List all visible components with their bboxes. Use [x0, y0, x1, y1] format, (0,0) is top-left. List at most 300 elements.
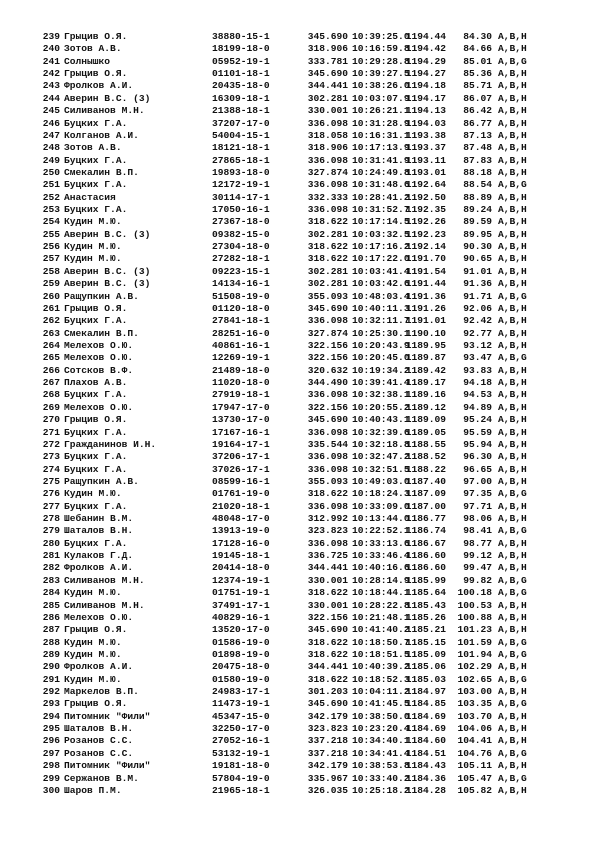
place-number: 276	[42, 488, 60, 500]
arrival-time: 10:34:40.1	[352, 735, 410, 747]
arrival-time: 10:22:52.1	[352, 525, 410, 537]
ring-number: 01751-19-1	[212, 587, 270, 599]
speed: 1185.15	[405, 636, 446, 648]
ring-number: 09223-15-1	[212, 265, 270, 277]
distance: 312.992	[307, 513, 348, 525]
place-number: 297	[42, 747, 60, 759]
speed: 1184.85	[405, 698, 446, 710]
speed: 1184.51	[405, 747, 446, 759]
arrival-time: 10:32:47.2	[352, 451, 410, 463]
coefficient: 87.13	[463, 129, 492, 141]
distance: 323.823	[307, 525, 348, 537]
speed: 1189.09	[405, 414, 446, 426]
coefficient: 102.65	[457, 673, 492, 685]
distance: 318.622	[307, 216, 348, 228]
coefficient: 105.82	[457, 784, 492, 796]
coefficient: 104.06	[457, 723, 492, 735]
coefficient: 96.65	[463, 463, 492, 475]
place-number: 252	[42, 191, 60, 203]
owner-name: Питомник "Фили"	[64, 760, 151, 772]
place-number: 271	[42, 426, 60, 438]
category-flags: A,B,H	[498, 265, 527, 277]
category-flags: A,B,G	[498, 179, 527, 191]
distance: 345.690	[307, 302, 348, 314]
owner-name: Силиванов М.Н.	[64, 599, 145, 611]
ring-number: 30114-17-1	[212, 191, 270, 203]
category-flags: A,B,G	[498, 772, 527, 784]
place-number: 251	[42, 179, 60, 191]
coefficient: 94.53	[463, 389, 492, 401]
place-number: 296	[42, 735, 60, 747]
ring-number: 38880-15-1	[212, 31, 270, 42]
ring-number: 27865-18-1	[212, 154, 270, 166]
category-flags: A,B,H	[498, 278, 527, 290]
speed: 1185.64	[405, 587, 446, 599]
place-number: 300	[42, 784, 60, 796]
ring-number: 51508-19-0	[212, 290, 270, 302]
arrival-time: 10:32:51.5	[352, 463, 410, 475]
place-number: 257	[42, 253, 60, 265]
owner-name: Розанов С.С.	[64, 747, 134, 759]
arrival-time: 10:40:39.2	[352, 661, 410, 673]
place-number: 244	[42, 92, 60, 104]
coefficient: 101.94	[457, 648, 492, 660]
owner-name: Солнышко	[64, 55, 111, 67]
owner-name: Анастасия	[64, 191, 116, 203]
arrival-time: 10:33:46.4	[352, 550, 410, 562]
owner-name: Шаров П.М.	[64, 784, 122, 796]
arrival-time: 10:17:16.2	[352, 241, 410, 253]
ring-number: 17050-16-1	[212, 204, 270, 216]
arrival-time: 10:48:03.4	[352, 290, 410, 302]
ring-number: 57804-19-0	[212, 772, 270, 784]
distance: 345.690	[307, 68, 348, 80]
owner-name: Аверин В.С. (3)	[64, 92, 151, 104]
speed: 1190.10	[405, 327, 446, 339]
owner-name: Фролков А.И.	[64, 661, 134, 673]
coefficient: 91.36	[463, 278, 492, 290]
coefficient: 101.59	[457, 636, 492, 648]
arrival-time: 10:31:28.9	[352, 117, 410, 129]
owner-name: Шебанин В.М.	[64, 513, 134, 525]
place-number: 274	[42, 463, 60, 475]
category-flags: A,B,H	[498, 661, 527, 673]
ring-number: 19164-17-1	[212, 438, 270, 450]
arrival-time: 10:32:11.7	[352, 315, 410, 327]
speed: 1192.50	[405, 191, 446, 203]
speed: 1192.14	[405, 241, 446, 253]
owner-name: Грыцив О.Я.	[64, 414, 128, 426]
category-flags: A,B,H	[498, 760, 527, 772]
coefficient: 95.24	[463, 414, 492, 426]
owner-name: Буцких Г.А.	[64, 389, 128, 401]
distance: 323.823	[307, 723, 348, 735]
category-flags: A,B,H	[498, 475, 527, 487]
place-number: 295	[42, 723, 60, 735]
distance: 336.098	[307, 154, 348, 166]
category-flags: A,B,H	[498, 401, 527, 413]
category-flags: A,B,H	[498, 228, 527, 240]
owner-name: Ращупкин А.В.	[64, 290, 139, 302]
category-flags: A,B,G	[498, 636, 527, 648]
distance: 355.093	[307, 475, 348, 487]
category-flags: A,B,H	[498, 339, 527, 351]
coefficient: 90.65	[463, 253, 492, 265]
coefficient: 85.36	[463, 68, 492, 80]
place-number: 247	[42, 129, 60, 141]
place-number: 260	[42, 290, 60, 302]
coefficient: 84.66	[463, 43, 492, 55]
arrival-time: 10:29:28.8	[352, 55, 410, 67]
owner-name: Мелехов О.Ю.	[64, 352, 134, 364]
speed: 1185.21	[405, 624, 446, 636]
place-number: 273	[42, 451, 60, 463]
speed: 1186.77	[405, 513, 446, 525]
category-flags: A,B,H	[498, 327, 527, 339]
ring-number: 40861-16-1	[212, 339, 270, 351]
arrival-time: 10:13:44.0	[352, 513, 410, 525]
ring-number: 01586-19-0	[212, 636, 270, 648]
distance: 336.098	[307, 389, 348, 401]
coefficient: 97.35	[463, 488, 492, 500]
distance: 333.781	[307, 55, 348, 67]
place-number: 248	[42, 142, 60, 154]
coefficient: 98.41	[463, 525, 492, 537]
owner-name: Розанов С.С.	[64, 735, 134, 747]
coefficient: 92.06	[463, 302, 492, 314]
arrival-time: 10:38:26.0	[352, 80, 410, 92]
coefficient: 103.00	[457, 686, 492, 698]
ring-number: 01761-19-0	[212, 488, 270, 500]
ring-number: 27282-18-1	[212, 253, 270, 265]
ring-number: 13730-17-0	[212, 414, 270, 426]
distance: 322.156	[307, 611, 348, 623]
coefficient: 87.48	[463, 142, 492, 154]
owner-name: Буцких Г.А.	[64, 537, 128, 549]
category-flags: A,B,G	[498, 525, 527, 537]
owner-name: Буцких Г.А.	[64, 463, 128, 475]
speed: 1188.55	[405, 438, 446, 450]
place-number: 256	[42, 241, 60, 253]
distance: 344.490	[307, 377, 348, 389]
speed: 1184.69	[405, 723, 446, 735]
owner-name: Буцких Г.А.	[64, 315, 128, 327]
arrival-time: 10:39:41.4	[352, 377, 410, 389]
arrival-time: 10:32:39.6	[352, 426, 410, 438]
speed: 1189.42	[405, 364, 446, 376]
arrival-time: 10:32:18.8	[352, 438, 410, 450]
place-number: 266	[42, 364, 60, 376]
distance: 318.906	[307, 142, 348, 154]
speed: 1189.17	[405, 377, 446, 389]
coefficient: 92.77	[463, 327, 492, 339]
ring-number: 20414-18-0	[212, 562, 270, 574]
speed: 1194.13	[405, 105, 446, 117]
arrival-time: 10:03:42.6	[352, 278, 410, 290]
arrival-time: 10:33:40.2	[352, 772, 410, 784]
coefficient: 88.89	[463, 191, 492, 203]
category-flags: A,B,G	[498, 587, 527, 599]
speed: 1185.09	[405, 648, 446, 660]
owner-name: Сержанов В.М.	[64, 772, 139, 784]
arrival-time: 10:41:40.2	[352, 624, 410, 636]
distance: 318.058	[307, 129, 348, 141]
distance: 322.156	[307, 352, 348, 364]
place-number: 275	[42, 475, 60, 487]
arrival-time: 10:25:30.1	[352, 327, 410, 339]
category-flags: A,B,H	[498, 537, 527, 549]
owner-name: Буцких Г.А.	[64, 179, 128, 191]
owner-name: Грыцив О.Я.	[64, 31, 128, 42]
place-number: 269	[42, 401, 60, 413]
speed: 1192.64	[405, 179, 446, 191]
arrival-time: 10:28:22.8	[352, 599, 410, 611]
coefficient: 100.18	[457, 587, 492, 599]
ring-number: 48048-17-0	[212, 513, 270, 525]
coefficient: 95.59	[463, 426, 492, 438]
arrival-time: 10:24:49.8	[352, 166, 410, 178]
speed: 1185.26	[405, 611, 446, 623]
speed: 1194.03	[405, 117, 446, 129]
distance: 336.098	[307, 315, 348, 327]
arrival-time: 10:20:45.0	[352, 352, 410, 364]
category-flags: A,B,H	[498, 68, 527, 80]
arrival-time: 10:03:41.4	[352, 265, 410, 277]
arrival-time: 10:04:11.2	[352, 686, 410, 698]
distance: 302.281	[307, 228, 348, 240]
distance: 345.690	[307, 624, 348, 636]
speed: 1184.97	[405, 686, 446, 698]
distance: 318.622	[307, 648, 348, 660]
owner-name: Смекалин В.П.	[64, 166, 139, 178]
category-flags: A,B,H	[498, 166, 527, 178]
speed: 1189.05	[405, 426, 446, 438]
owner-name: Буцких Г.А.	[64, 117, 128, 129]
speed: 1187.00	[405, 500, 446, 512]
speed: 1189.87	[405, 352, 446, 364]
arrival-time: 10:17:13.9	[352, 142, 410, 154]
distance: 330.001	[307, 105, 348, 117]
arrival-time: 10:26:21.1	[352, 105, 410, 117]
place-number: 249	[42, 154, 60, 166]
owner-name: Кудин М.Ю.	[64, 636, 122, 648]
arrival-time: 10:16:31.1	[352, 129, 410, 141]
coefficient: 93.83	[463, 364, 492, 376]
coefficient: 99.47	[463, 562, 492, 574]
place-number: 243	[42, 80, 60, 92]
ring-number: 27919-18-1	[212, 389, 270, 401]
arrival-time: 10:41:45.5	[352, 698, 410, 710]
coefficient: 101.23	[457, 624, 492, 636]
speed: 1191.36	[405, 290, 446, 302]
category-flags: A,B,G	[498, 673, 527, 685]
place-number: 292	[42, 686, 60, 698]
owner-name: Буцких Г.А.	[64, 500, 128, 512]
category-flags: A,B,G	[498, 488, 527, 500]
owner-name: Кудин М.Ю.	[64, 673, 122, 685]
category-flags: A,B,H	[498, 43, 527, 55]
owner-name: Аверин В.С. (3)	[64, 278, 151, 290]
place-number: 255	[42, 228, 60, 240]
distance: 330.001	[307, 599, 348, 611]
coefficient: 95.94	[463, 438, 492, 450]
ring-number: 17167-16-1	[212, 426, 270, 438]
speed: 1194.44	[405, 31, 446, 42]
category-flags: A,B,H	[498, 686, 527, 698]
place-number: 268	[42, 389, 60, 401]
speed: 1192.35	[405, 204, 446, 216]
coefficient: 85.01	[463, 55, 492, 67]
arrival-time: 10:28:41.2	[352, 191, 410, 203]
distance: 322.156	[307, 339, 348, 351]
place-number: 258	[42, 265, 60, 277]
owner-name: Зотов А.В.	[64, 43, 122, 55]
place-number: 270	[42, 414, 60, 426]
coefficient: 99.82	[463, 574, 492, 586]
speed: 1194.18	[405, 80, 446, 92]
coefficient: 100.53	[457, 599, 492, 611]
speed: 1193.01	[405, 166, 446, 178]
owner-name: Кулаков Г.Д.	[64, 550, 134, 562]
speed: 1186.74	[405, 525, 446, 537]
arrival-time: 10:32:38.1	[352, 389, 410, 401]
ring-number: 17128-16-0	[212, 537, 270, 549]
place-number: 239	[42, 31, 60, 42]
speed: 1189.12	[405, 401, 446, 413]
category-flags: A,B,H	[498, 500, 527, 512]
ring-number: 21489-18-0	[212, 364, 270, 376]
owner-name: Плахов А.В.	[64, 377, 128, 389]
ring-number: 45347-15-0	[212, 710, 270, 722]
coefficient: 93.47	[463, 352, 492, 364]
category-flags: A,B,H	[498, 611, 527, 623]
ring-number: 09382-15-0	[212, 228, 270, 240]
owner-name: Фролков А.И.	[64, 562, 134, 574]
ring-number: 01101-18-1	[212, 68, 270, 80]
distance: 318.622	[307, 253, 348, 265]
category-flags: A,B,H	[498, 92, 527, 104]
distance: 337.218	[307, 747, 348, 759]
distance: 335.967	[307, 772, 348, 784]
distance: 355.093	[307, 290, 348, 302]
arrival-time: 10:33:09.0	[352, 500, 410, 512]
ring-number: 13913-19-0	[212, 525, 270, 537]
coefficient: 104.41	[457, 735, 492, 747]
distance: 342.179	[307, 710, 348, 722]
ring-number: 37207-17-0	[212, 117, 270, 129]
owner-name: Ращупкин А.В.	[64, 475, 139, 487]
ring-number: 37206-17-1	[212, 451, 270, 463]
category-flags: A,B,H	[498, 513, 527, 525]
distance: 336.098	[307, 500, 348, 512]
distance: 318.622	[307, 636, 348, 648]
owner-name: Шаталов В.Н.	[64, 723, 134, 735]
distance: 318.622	[307, 673, 348, 685]
place-number: 263	[42, 327, 60, 339]
arrival-time: 10:40:43.1	[352, 414, 410, 426]
coefficient: 90.30	[463, 241, 492, 253]
owner-name: Грыцив О.Я.	[64, 302, 128, 314]
owner-name: Гражданинов И.Н.	[64, 438, 157, 450]
owner-name: Кудин М.Ю.	[64, 587, 122, 599]
arrival-time: 10:18:24.3	[352, 488, 410, 500]
category-flags: A,B,H	[498, 105, 527, 117]
arrival-time: 10:31:48.6	[352, 179, 410, 191]
distance: 344.441	[307, 80, 348, 92]
category-flags: A,B,H	[498, 438, 527, 450]
category-flags: A,B,H	[498, 315, 527, 327]
speed: 1187.09	[405, 488, 446, 500]
distance: 318.622	[307, 488, 348, 500]
ring-number: 27367-18-0	[212, 216, 270, 228]
distance: 342.179	[307, 760, 348, 772]
place-number: 278	[42, 513, 60, 525]
coefficient: 100.88	[457, 611, 492, 623]
coefficient: 93.12	[463, 339, 492, 351]
speed: 1189.95	[405, 339, 446, 351]
speed: 1194.29	[405, 55, 446, 67]
ring-number: 37491-17-1	[212, 599, 270, 611]
arrival-time: 10:38:53.8	[352, 760, 410, 772]
place-number: 245	[42, 105, 60, 117]
distance: 302.281	[307, 278, 348, 290]
speed: 1191.26	[405, 302, 446, 314]
place-number: 299	[42, 772, 60, 784]
ring-number: 05952-19-1	[212, 55, 270, 67]
owner-name: Шаталов В.Н.	[64, 525, 134, 537]
coefficient: 102.29	[457, 661, 492, 673]
speed: 1186.67	[405, 537, 446, 549]
distance: 336.098	[307, 179, 348, 191]
category-flags: A,B,H	[498, 117, 527, 129]
ring-number: 20435-18-0	[212, 80, 270, 92]
speed: 1192.26	[405, 216, 446, 228]
category-flags: A,B,H	[498, 142, 527, 154]
ring-number: 01898-19-0	[212, 648, 270, 660]
ring-number: 12269-19-1	[212, 352, 270, 364]
category-flags: A,B,G	[498, 648, 527, 660]
ring-number: 17947-17-0	[212, 401, 270, 413]
place-number: 242	[42, 68, 60, 80]
distance: 322.156	[307, 401, 348, 413]
place-number: 286	[42, 611, 60, 623]
speed: 1186.60	[405, 562, 446, 574]
owner-name: Силиванов М.Н.	[64, 574, 145, 586]
arrival-time: 10:49:03.0	[352, 475, 410, 487]
speed: 1193.37	[405, 142, 446, 154]
coefficient: 92.42	[463, 315, 492, 327]
arrival-time: 10:34:41.4	[352, 747, 410, 759]
place-number: 285	[42, 599, 60, 611]
ring-number: 08599-16-1	[212, 475, 270, 487]
distance: 332.333	[307, 191, 348, 203]
place-number: 262	[42, 315, 60, 327]
ring-number: 16309-18-1	[212, 92, 270, 104]
coefficient: 84.30	[463, 31, 492, 42]
coefficient: 96.30	[463, 451, 492, 463]
arrival-time: 10:17:22.0	[352, 253, 410, 265]
arrival-time: 10:18:44.1	[352, 587, 410, 599]
category-flags: A,B,H	[498, 31, 527, 42]
coefficient: 105.11	[457, 760, 492, 772]
arrival-time: 10:18:50.7	[352, 636, 410, 648]
ring-number: 18199-18-0	[212, 43, 270, 55]
distance: 336.098	[307, 451, 348, 463]
ring-number: 13520-17-0	[212, 624, 270, 636]
ring-number: 37026-17-1	[212, 463, 270, 475]
place-number: 282	[42, 562, 60, 574]
owner-name: Грыцив О.Я.	[64, 698, 128, 710]
